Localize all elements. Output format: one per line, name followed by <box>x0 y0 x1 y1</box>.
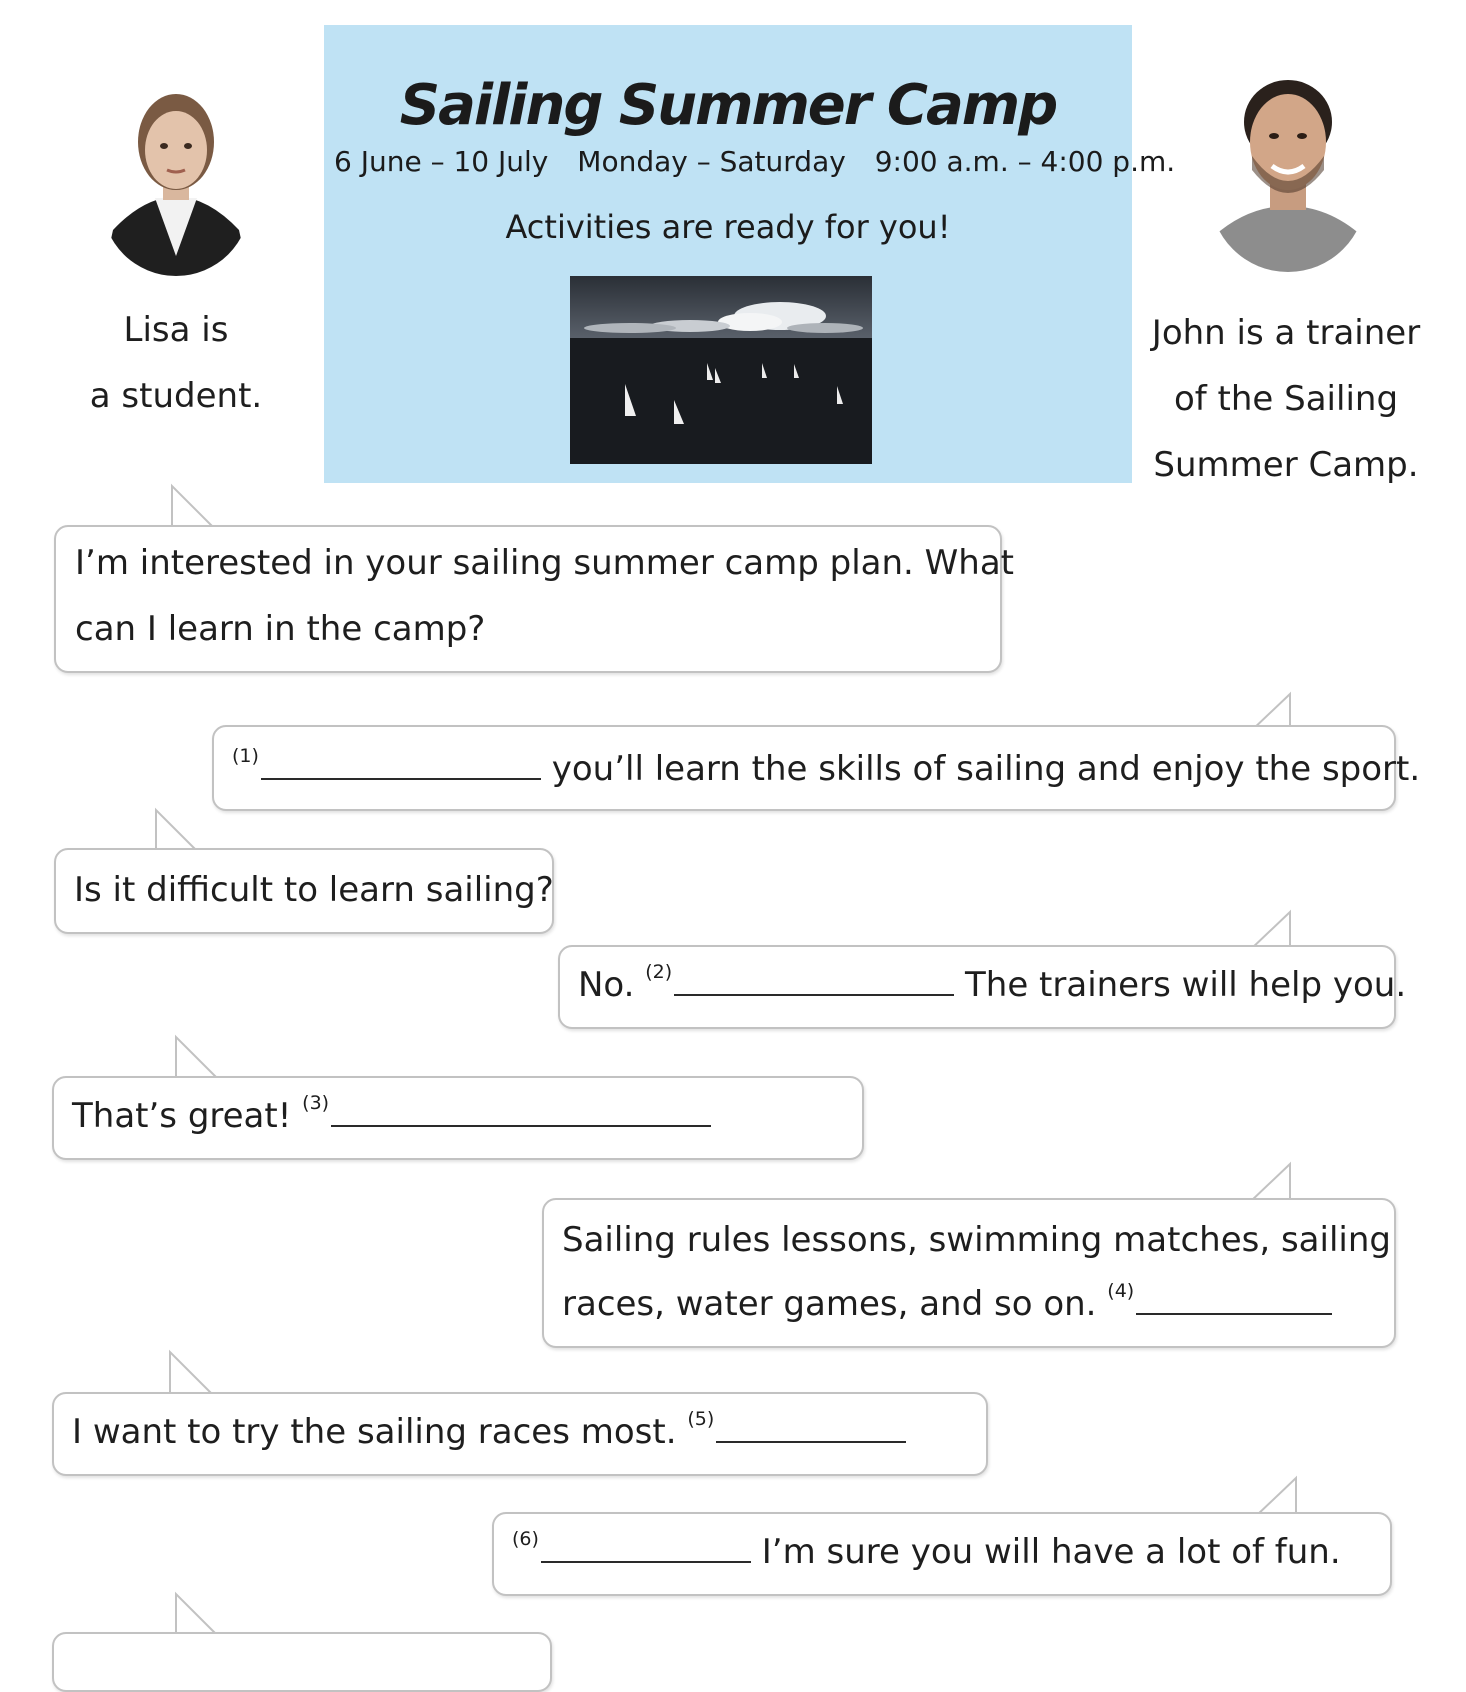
john-caption-line2: of the Sailing <box>1173 379 1399 419</box>
john-bubble-1 <box>212 725 1421 811</box>
blank-number: (6) <box>512 1528 539 1550</box>
bubble-text: That’s great! <box>72 1096 292 1136</box>
bubble-text: No. <box>578 965 635 1005</box>
answer-blank-6[interactable] <box>541 1560 751 1563</box>
bubble-text: Sailing rules lessons, swimming matches, sailing <box>562 1220 1391 1260</box>
lisa-bubble-2 <box>54 848 554 934</box>
poster-title: Sailing Summer Camp <box>399 73 1057 138</box>
blank-number: (2) <box>645 961 673 983</box>
answer-blank-5[interactable] <box>716 1440 906 1443</box>
poster-dates: 6 June – 10 July <box>334 145 549 178</box>
bubble-text: you’ll learn the skills of sailing and enjoy the sport. <box>551 749 1421 789</box>
camp-poster <box>324 25 1176 483</box>
lisa-bubble-5 <box>52 1632 552 1692</box>
answer-blank-4[interactable] <box>1136 1312 1332 1315</box>
bubble-tail <box>1248 1162 1298 1202</box>
lisa-bubble-4 <box>52 1392 988 1476</box>
poster-schedule <box>324 145 1176 178</box>
poster-hours: 9:00 a.m. – 4:00 p.m. <box>874 145 1176 178</box>
blank-number: (1) <box>232 745 259 767</box>
john-avatar <box>1208 66 1368 276</box>
lisa-avatar <box>103 80 249 276</box>
bubble-tail <box>172 1592 230 1636</box>
john-caption-line3: Summer Camp. <box>1153 445 1419 485</box>
blank-number: (5) <box>687 1408 715 1430</box>
bubble-tail <box>1248 910 1298 950</box>
bubble-text: I’m sure you will have a lot of fun. <box>761 1532 1341 1572</box>
blank-number: (4) <box>1107 1280 1135 1302</box>
bubble-tail <box>172 1035 230 1079</box>
lisa-bubble-1 <box>54 525 1015 673</box>
john-caption-line1: John is a trainer <box>1151 313 1421 353</box>
bubble-text: races, water games, and so on. <box>562 1284 1097 1324</box>
answer-blank-3[interactable] <box>331 1124 711 1127</box>
lisa-bubble-3 <box>52 1076 864 1160</box>
answer-blank-2[interactable] <box>674 993 954 996</box>
bubble-text: can I learn in the camp? <box>75 609 486 649</box>
bubble-text: Is it difficult to learn sailing? <box>74 870 554 910</box>
bubble-text: I’m interested in your sailing summer camp plan. What <box>75 543 1015 583</box>
lisa-caption <box>62 297 290 429</box>
john-bubble-2 <box>558 945 1407 1029</box>
john-caption <box>1140 300 1432 498</box>
john-bubble-3 <box>542 1198 1396 1348</box>
bubble-tail <box>152 808 210 852</box>
lisa-caption-line1: Lisa is <box>123 310 229 350</box>
john-bubble-4 <box>492 1512 1392 1596</box>
sailboats-photo <box>570 276 872 464</box>
lisa-caption-line2: a student. <box>89 376 263 416</box>
poster-days: Monday – Saturday <box>577 145 846 178</box>
blank-number: (3) <box>302 1092 330 1114</box>
answer-blank-1[interactable] <box>261 777 541 780</box>
bubble-text: The trainers will help you. <box>965 965 1407 1005</box>
bubble-tail <box>166 1350 224 1394</box>
bubble-tail <box>168 484 228 528</box>
poster-subtitle: Activities are ready for you! <box>505 208 951 246</box>
bubble-text: I want to try the sailing races most. <box>72 1412 677 1452</box>
bubble-tail <box>1254 1476 1304 1516</box>
